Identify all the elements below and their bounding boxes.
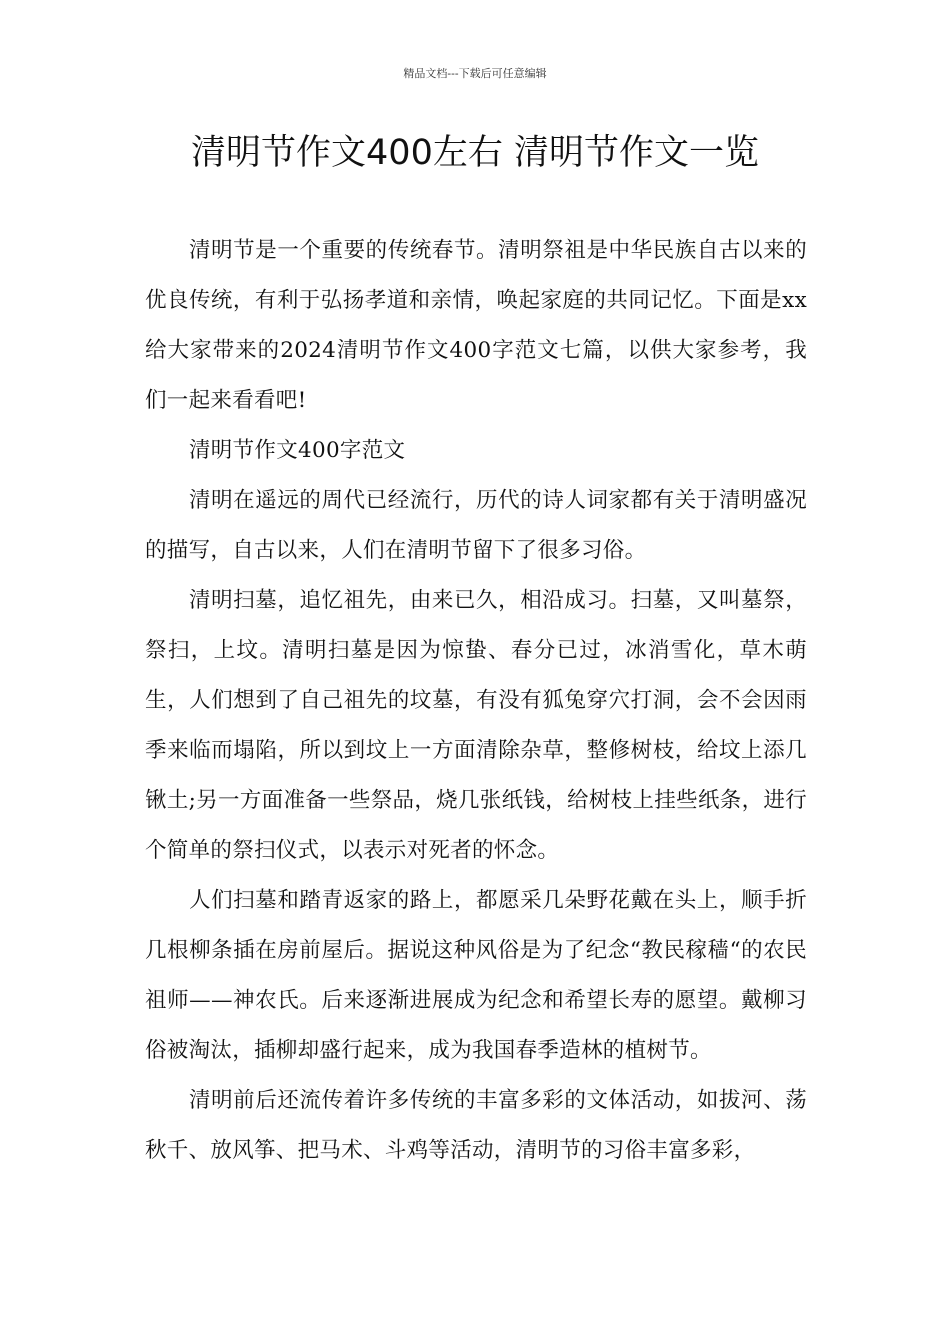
body-paragraph: 清明扫墓，追忆祖先，由来已久，相沿成习。扫墓，又叫墓祭，祭扫，上坟。清明扫墓是因为惊蛰、春分已过，冰消雪化，草木萌生，人们想到了自己祖先的坟墓，有没有狐兔穿穴打洞，会不会因雨季来临而塌陷，所以到坟上一方面清除杂草，整修树枝，给坟上添几锹土;另一方面准备一些祭品，烧几张纸钱，给树枝上挂些纸条，进行个简单的祭扫仪式，以表示对死者的怀念。 <box>145 588 807 863</box>
body-paragraph: 清明在遥远的周代已经流行，历代的诗人词家都有关于清明盛况的描写，自古以来，人们在清明节留下了很多习俗。 <box>145 488 807 563</box>
body-paragraph: 清明前后还流传着许多传统的丰富多彩的文体活动，如拔河、荡秋千、放风筝、把马术、斗鸡等活动，清明节的习俗丰富多彩， <box>145 1088 807 1163</box>
document-title: 清明节作文400左右 清明节作文一览 <box>191 133 759 173</box>
intro-paragraph: 清明节是一个重要的传统春节。清明祭祖是中华民族自古以来的优良传统，有利于弘扬孝道和亲情，唤起家庭的共同记忆。下面是xx给大家带来的2024清明节作文400字范文七篇，以供大家参考，我们一起来看看吧! <box>145 238 807 413</box>
document-body <box>145 226 807 1176</box>
header-note: 精品文档---下载后可任意编辑 <box>403 67 547 80</box>
body-paragraph: 人们扫墓和踏青返家的路上，都愿采几朵野花戴在头上，顺手折几根柳条插在房前屋后。据说这种风俗是为了纪念“教民稼穑“的农民祖师——神农氏。后来逐渐进展成为纪念和希望长寿的愿望。戴柳习俗被淘汰，插柳却盛行起来，成为我国春季造林的植树节。 <box>145 888 807 1063</box>
section-heading: 清明节作文400字范文 <box>189 438 406 463</box>
